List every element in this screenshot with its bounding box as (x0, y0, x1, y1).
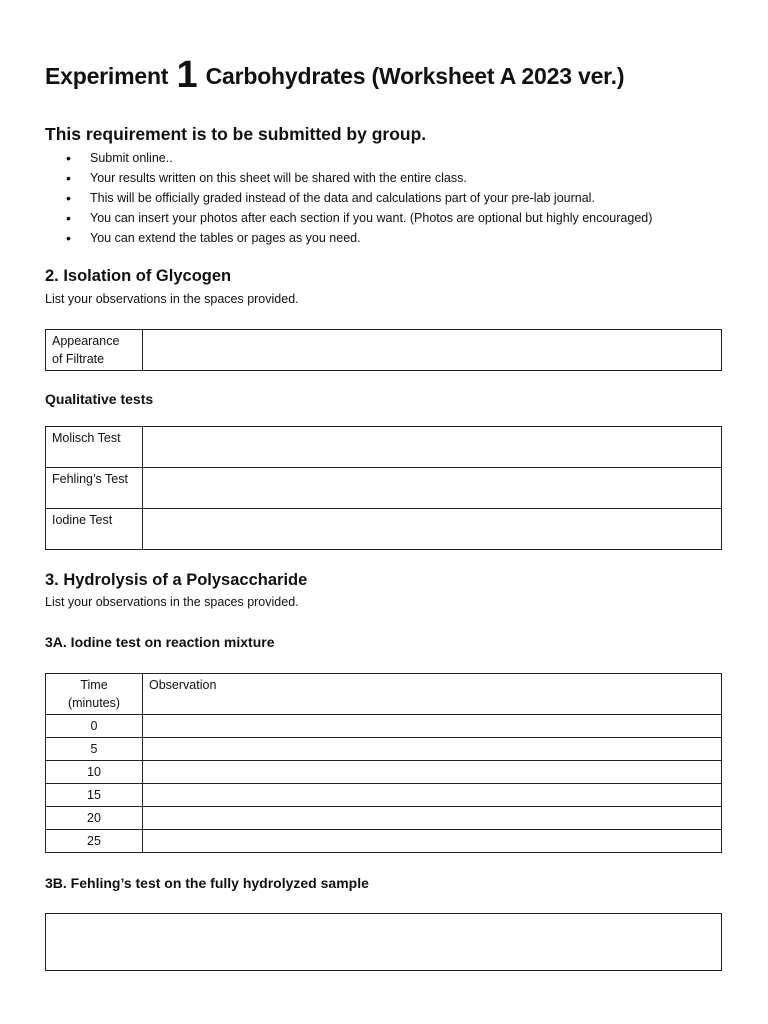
observation-column-header: Observation (143, 674, 722, 715)
fehling-hydrolyzed-observation-box[interactable] (45, 913, 722, 971)
fehling-observation-input[interactable] (143, 468, 721, 508)
section3-heading: 3. Hydrolysis of a Polysaccharide (45, 571, 308, 589)
filtrate-label-line1: Appearance (52, 334, 120, 348)
list-item: • You can extend the tables or pages as you need. (45, 228, 652, 248)
observation-cell[interactable] (143, 715, 722, 738)
observation-input[interactable] (143, 832, 721, 850)
table-row (46, 330, 722, 371)
section2-note: List your observations in the spaces provided. (45, 292, 299, 306)
table-row (46, 427, 722, 468)
time-cell: 0 (46, 715, 143, 738)
filtrate-label (46, 330, 143, 371)
page-title (45, 56, 624, 94)
iodine-observation-input[interactable] (143, 509, 721, 549)
table-row (46, 468, 722, 509)
title-prefix: Experiment (45, 63, 169, 89)
title-number: 1 (176, 54, 198, 96)
observation-input[interactable] (143, 809, 721, 827)
iodine-observation-cell[interactable] (143, 509, 722, 550)
iodine-time-table (45, 673, 722, 853)
table-row (46, 830, 722, 853)
molisch-observation-input[interactable] (143, 427, 721, 467)
table-row (46, 738, 722, 761)
time-cell: 5 (46, 738, 143, 761)
section3a-heading: 3A. Iodine test on reaction mixture (45, 634, 275, 650)
observation-input[interactable] (143, 763, 721, 781)
table-row (46, 715, 722, 738)
list-item: • Your results written on this sheet will be shared with the entire class. (45, 168, 652, 188)
requirement-heading: This requirement is to be submitted by group. (45, 124, 427, 144)
table-row (46, 761, 722, 784)
list-item: • Submit online.. (45, 148, 652, 168)
filtrate-observation-cell[interactable] (143, 330, 722, 371)
filtrate-observation-input[interactable] (143, 330, 721, 370)
observation-cell[interactable] (143, 807, 722, 830)
time-header-line1: Time (80, 678, 108, 692)
molisch-observation-cell[interactable] (143, 427, 722, 468)
time-column-header (46, 674, 143, 715)
requirement-list (45, 148, 652, 248)
table-header-row (46, 674, 722, 715)
list-item: • You can insert your photos after each section if you want. (Photos are optional but highly encouraged) (45, 208, 652, 228)
table-row (46, 807, 722, 830)
observation-cell[interactable] (143, 738, 722, 761)
fehling-hydrolyzed-observation-input[interactable] (46, 914, 725, 972)
table-row (46, 784, 722, 807)
filtrate-table (45, 329, 722, 371)
observation-cell[interactable] (143, 830, 722, 853)
test-label: Iodine Test (46, 509, 143, 550)
qualitative-tests-table (45, 426, 722, 550)
section3b-heading: 3B. Fehling’s test on the fully hydrolyzed sample (45, 875, 369, 891)
time-cell: 20 (46, 807, 143, 830)
observation-cell[interactable] (143, 761, 722, 784)
observation-input[interactable] (143, 740, 721, 758)
section2-heading: 2. Isolation of Glycogen (45, 267, 232, 285)
observation-input[interactable] (143, 786, 721, 804)
time-cell: 15 (46, 784, 143, 807)
observation-input[interactable] (143, 717, 721, 735)
time-cell: 10 (46, 761, 143, 784)
table-row (46, 509, 722, 550)
title-rest: Carbohydrates (Worksheet A 2023 ver.) (205, 63, 625, 89)
time-header-line2: (minutes) (67, 696, 121, 710)
filtrate-label-line2: of Filtrate (52, 352, 105, 366)
test-label: Fehling’s Test (46, 468, 143, 509)
list-item: • This will be officially graded instead of the data and calculations part of your pre-lab journal. (45, 188, 652, 208)
qualitative-heading: Qualitative tests (45, 391, 154, 407)
test-label: Molisch Test (46, 427, 143, 468)
time-cell: 25 (46, 830, 143, 853)
fehling-observation-cell[interactable] (143, 468, 722, 509)
section3-note: List your observations in the spaces provided. (45, 595, 299, 609)
observation-cell[interactable] (143, 784, 722, 807)
